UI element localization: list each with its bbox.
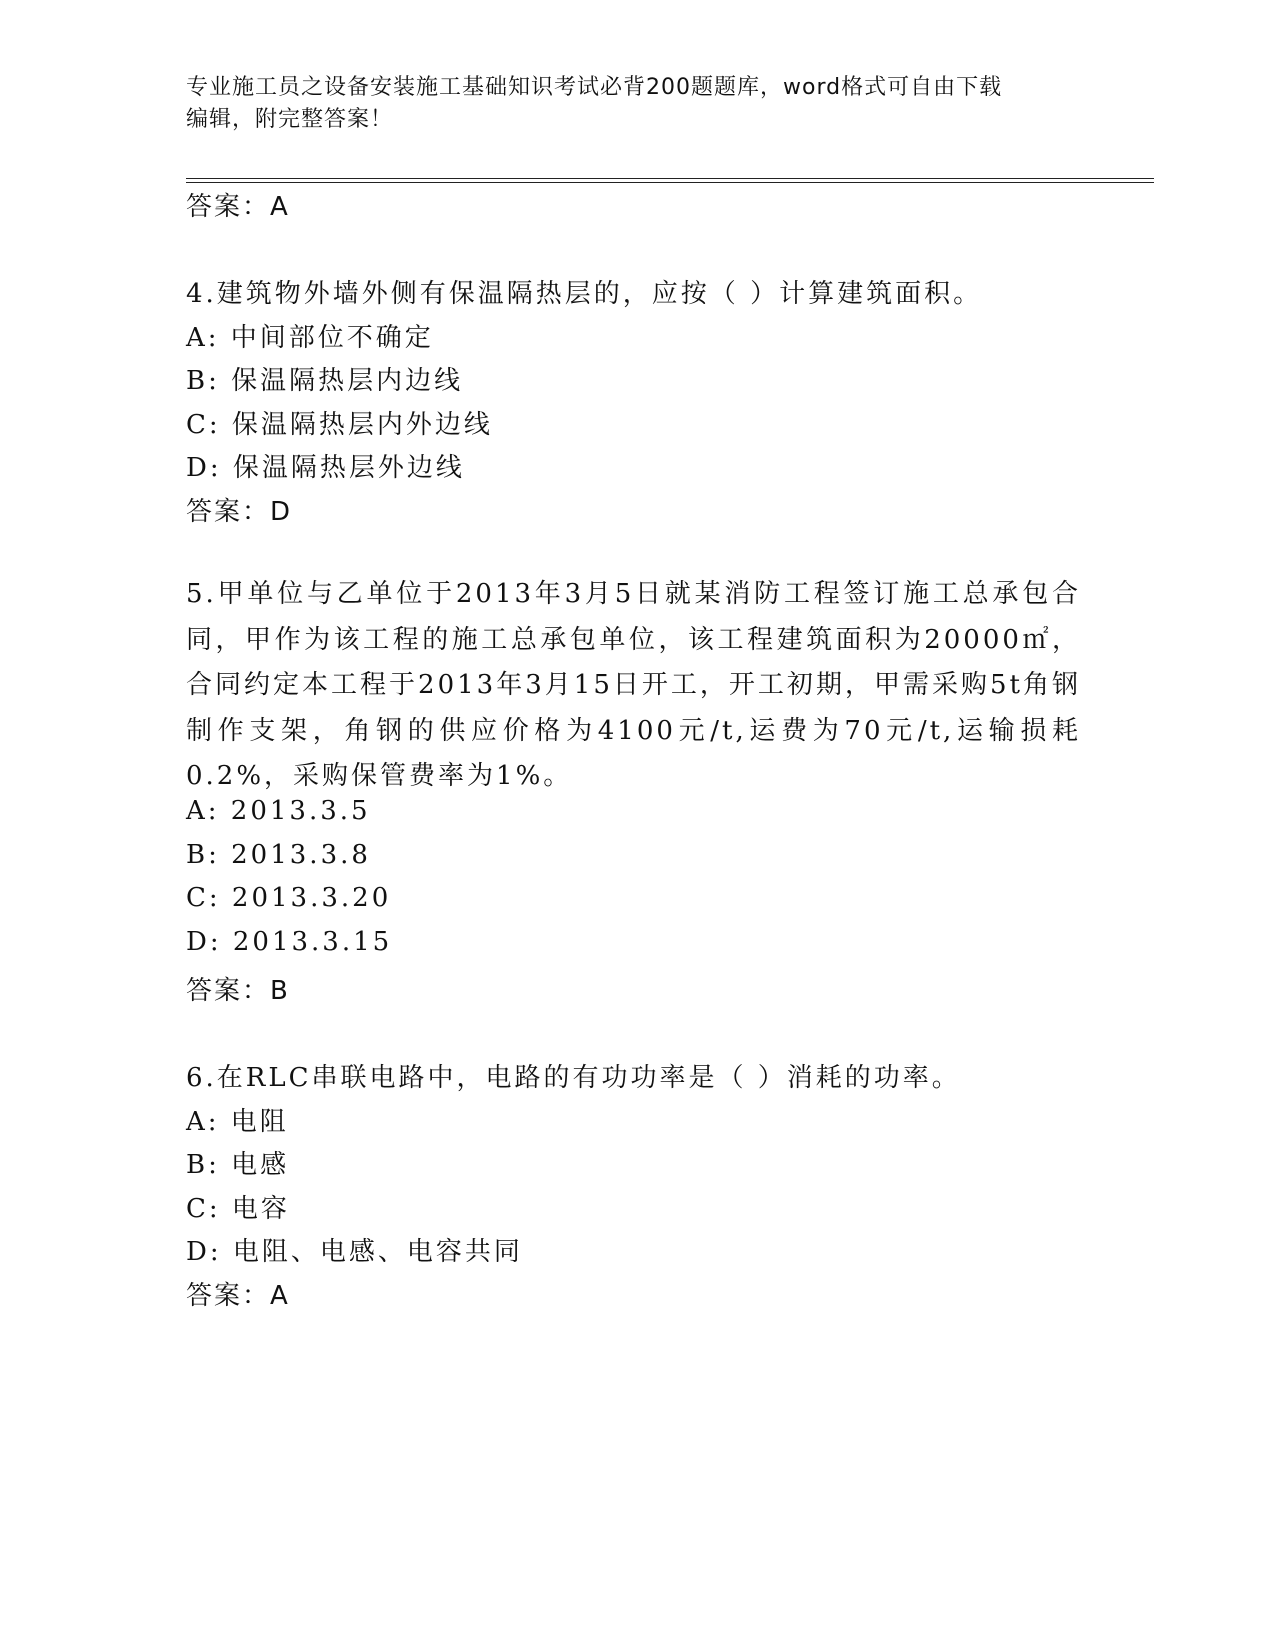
question-6-text: 6.在RLC串联电路中，电路的有功功率是（ ）消耗的功率。 — [186, 1063, 961, 1093]
header-divider-bottom — [186, 182, 1154, 183]
question-5-option-b: B: 2013.3.8 — [186, 840, 371, 870]
question-5-answer: 答案：B — [186, 976, 290, 1006]
question-6-option-b: B: 电感 — [186, 1150, 290, 1180]
question-5-text: 5.甲单位与乙单位于2013年3月5日就某消防工程签订施工总承包合同，甲作为该工程的施工总承包单位，该工程建筑面积为20000㎡，合同约定本工程于2013年3月15日开工，开工初期，甲需采购5t角钢制作支架，角钢的供应价格为4100元/t,运费为70元/t,运输损耗0.2%，采购保管费率为1%。 — [186, 579, 1081, 791]
question-4-option-b: B: 保温隔热层内边线 — [186, 366, 464, 396]
header-divider-top — [186, 178, 1154, 179]
question-4-text: 4.建筑物外墙外侧有保温隔热层的，应按（ ）计算建筑面积。 — [186, 279, 983, 309]
question-5-option-d: D: 2013.3.15 — [186, 927, 393, 957]
question-6-option-a: A: 电阻 — [186, 1107, 289, 1137]
answer-previous: 答案：A — [186, 192, 290, 222]
question-6-option-d: D: 电阻、电感、电容共同 — [186, 1237, 523, 1267]
question-4-option-c: C: 保温隔热层内外边线 — [186, 410, 493, 440]
question-4-option-d: D: 保温隔热层外边线 — [186, 453, 465, 483]
question-5-option-a: A: 2013.3.5 — [186, 796, 371, 826]
document-header — [186, 72, 1066, 136]
question-5-option-c: C: 2013.3.20 — [186, 883, 392, 913]
question-4-option-a: A: 中间部位不确定 — [186, 323, 434, 353]
question-6-answer: 答案：A — [186, 1281, 290, 1311]
question-6-option-c: C: 电容 — [186, 1194, 290, 1224]
header-title-line-2: 编辑，附完整答案！ — [186, 107, 394, 132]
header-title-line-1: 专业施工员之设备安装施工基础知识考试必背200题题库，word格式可自由下载 — [186, 75, 1003, 100]
question-4-answer: 答案：D — [186, 497, 293, 527]
